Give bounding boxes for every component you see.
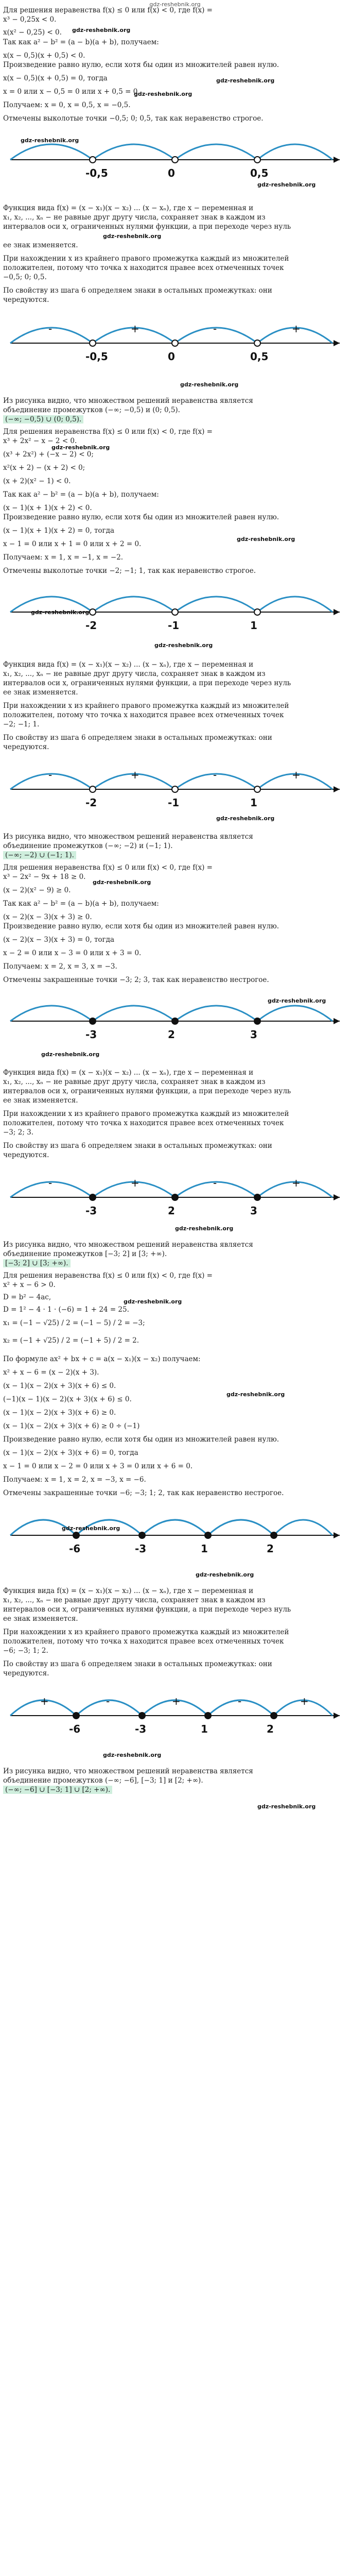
point-label: 3: [250, 1205, 257, 1217]
text-line: ее знак изменяется.: [3, 1615, 78, 1623]
text-line: (x + 2)(x² − 1) < 0.: [3, 477, 71, 485]
text-line: (x − 1)(x + 1)(x + 2) < 0.: [3, 504, 92, 512]
text-line: Из рисунка видно, что множеством решений неравенства является: [3, 397, 253, 405]
point-label: -1: [168, 619, 180, 632]
answer-highlight: (−∞; −2) ∪ (−1; 1).: [3, 851, 76, 859]
number-line-diagram: [0, 1499, 350, 1571]
open-point: [254, 157, 260, 163]
text-line: чередуются.: [3, 1669, 49, 1677]
text-line: x₁, x₂, ..., xₙ − не равные друг другу числа, сохраняет знак в каждом из: [3, 213, 266, 222]
text-line: x²(x + 2) − (x + 2) < 0;: [3, 464, 85, 472]
text-line: Из рисунка видно, что множеством решений неравенства является: [3, 1767, 253, 1775]
sign-arc: [10, 144, 93, 160]
text-line: (x − 2)(x − 3)(x + 3) ≥ 0.: [3, 913, 92, 921]
filled-point: [254, 1018, 260, 1024]
sign-arc: [175, 597, 257, 612]
axis-arrow: [334, 1713, 340, 1719]
number-line-diagram: [0, 1680, 350, 1752]
point-label: 0: [168, 350, 175, 363]
text-line: Получаем: x = 1, x = 2, x = −3, x = −6.: [3, 1476, 146, 1484]
interval-sign: +: [300, 1695, 309, 1707]
watermark: gdz-reshebnik.org: [62, 1525, 120, 1532]
number-line-diagram: [0, 753, 350, 825]
point-label: 1: [250, 796, 257, 809]
text-line: x₁, x₂, ..., xₙ − не равные друг другу числа, сохраняет знак в каждом из: [3, 1078, 266, 1086]
point-label: -6: [69, 1723, 81, 1735]
text-line: объединение промежутков (−∞; −0,5) и (0; 0,5).: [3, 406, 180, 414]
text-line: (−1)(x − 1)(x − 2)(x + 3)(x + 6) ≤ 0.: [3, 1395, 132, 1403]
text-line: По формуле ax² + bx + c = a(x − x₁)(x − x₂) получаем:: [3, 1355, 201, 1363]
watermark: gdz-reshebnik.org: [216, 815, 275, 822]
interval-sign: +: [172, 1695, 181, 1707]
text-line: Отмечены выколотые точки −0,5; 0; 0,5, так как неравенство строгое.: [3, 114, 264, 123]
number-line-svg: [0, 1680, 350, 1752]
point-label: 0,5: [250, 350, 269, 363]
text-line: (x³ + 2x²) + (−x − 2) < 0;: [3, 450, 94, 459]
interval-sign: -: [106, 1695, 110, 1707]
text-line: −2; −1; 1.: [3, 720, 40, 728]
text-line: Произведение равно нулю, если хотя бы один из множителей равен нулю.: [3, 61, 279, 69]
text-line: Произведение равно нулю, если хотя бы один из множителей равен нулю.: [3, 513, 279, 521]
watermark: gdz-reshebnik.org: [175, 1225, 234, 1232]
watermark: gdz-reshebnik.org: [31, 609, 90, 616]
point-label: -3: [135, 1723, 147, 1735]
sign-arc: [175, 1006, 257, 1021]
sign-arc: [257, 144, 332, 160]
text-line: D = b² − 4ac,: [3, 1293, 51, 1301]
watermark: gdz-reshebnik.org: [124, 1298, 182, 1305]
point-label: 1: [201, 1723, 208, 1735]
watermark: gdz-reshebnik.org: [103, 1752, 162, 1758]
text-line: Для решения неравенства f(x) ≤ 0 или f(x) < 0, где f(x) =: [3, 6, 213, 14]
text-line: x₂ = (−1 + √25) / 2 = (−1 + 5) / 2 = 2.: [3, 1336, 139, 1345]
watermark: gdz-reshebnik.org: [72, 27, 131, 33]
open-point: [172, 609, 178, 615]
text-line: По свойству из шага 6 определяем знаки в остальных промежутках: они: [3, 734, 272, 742]
text-line: интервалов оси x, ограниченных нулями функции, а при переходе через нуль: [3, 223, 291, 231]
filled-point: [271, 1532, 277, 1538]
open-point: [172, 340, 178, 346]
axis-arrow: [334, 1018, 340, 1024]
axis-arrow: [334, 1194, 340, 1200]
text-line: x − 2 = 0 или x − 3 = 0 или x + 3 = 0.: [3, 949, 142, 957]
text-line: положителен, потому что точка x находится правее всех отмеченных точек: [3, 711, 284, 719]
text-line: Для решения неравенства f(x) ≤ 0 или f(x) < 0, где f(x) =: [3, 863, 213, 872]
text-line: x³ − 2x² − 9x + 18 ≥ 0.: [3, 873, 86, 881]
text-line: ее знак изменяется.: [3, 1096, 78, 1105]
sign-arc: [93, 144, 175, 160]
text-line: положителен, потому что точка x находится правее всех отмеченных точек: [3, 264, 284, 272]
watermark: gdz-reshebnik.org: [41, 1051, 100, 1058]
watermark: gdz-reshebnik.org: [51, 444, 110, 451]
open-point: [254, 609, 260, 615]
text-line: x³ − 0,25x < 0.: [3, 15, 57, 24]
sign-arc: [274, 1520, 332, 1535]
text-line: (x − 1)(x − 2)(x + 3)(x + 6) ≥ 0.: [3, 1409, 116, 1417]
text-line: чередуются.: [3, 296, 49, 304]
interval-sign: -: [213, 323, 217, 335]
text-line: Отмечены закрашенные точки −6; −3; 1; 2, так как неравенство нестрогое.: [3, 1489, 284, 1497]
point-label: -3: [85, 1028, 97, 1041]
point-label: -2: [85, 619, 97, 632]
text-line: положителен, потому что точка x находится правее всех отмеченных точек: [3, 1119, 284, 1127]
watermark: gdz-reshebnik.org: [216, 77, 275, 84]
open-point: [90, 340, 96, 346]
axis-arrow: [334, 1532, 340, 1538]
filled-point: [271, 1713, 277, 1719]
filled-point: [73, 1713, 79, 1719]
point-label: 3: [250, 1028, 257, 1041]
interval-sign: +: [131, 1177, 139, 1189]
number-line-svg: [0, 985, 350, 1057]
number-line-svg: [0, 1499, 350, 1571]
interval-sign: -: [238, 1695, 242, 1707]
text-line: объединение промежутков (−∞; −6], [−3; 1] и [2; +∞).: [3, 1776, 203, 1785]
sign-arc: [208, 1520, 274, 1535]
text-line: При нахождении x из крайнего правого промежутка каждый из множителей: [3, 1110, 289, 1118]
text-line: (x − 2)(x² − 9) ≥ 0.: [3, 886, 71, 894]
text-line: x₁ = (−1 − √25) / 2 = (−1 − 5) / 2 = −3;: [3, 1319, 145, 1327]
text-line: По свойству из шага 6 определяем знаки в остальных промежутках: они: [3, 286, 272, 295]
number-line-svg: [0, 753, 350, 825]
text-line: (x − 2)(x − 3)(x + 3) = 0, тогда: [3, 936, 114, 944]
text-line: чередуются.: [3, 743, 49, 751]
text-line: объединение промежутков (−∞; −2) и (−1; 1).: [3, 842, 173, 850]
number-line-diagram: [0, 985, 350, 1057]
watermark: gdz-reshebnik.org: [93, 879, 151, 886]
point-label: -1: [168, 796, 180, 809]
sign-arc: [142, 1520, 208, 1535]
text-line: x³ + 2x² − x − 2 < 0.: [3, 437, 77, 445]
text-line: x(x − 0,5)(x + 0,5) = 0, тогда: [3, 74, 108, 82]
sign-arc: [10, 1006, 93, 1021]
text-line: Для решения неравенства f(x) ≤ 0 или f(x) < 0, где f(x) =: [3, 1272, 213, 1280]
text-line: Из рисунка видно, что множеством решений неравенства является: [3, 1241, 253, 1249]
text-line: (x − 1)(x + 1)(x + 2) = 0, тогда: [3, 527, 114, 535]
answer-line: [3, 851, 347, 860]
text-line: x − 1 = 0 или x − 2 = 0 или x + 3 = 0 или x + 6 = 0.: [3, 1462, 193, 1470]
watermark: gdz-reshebnik.org: [21, 137, 79, 144]
number-line-diagram: [0, 1161, 350, 1233]
point-label: 0,5: [250, 167, 269, 179]
interval-sign: -: [48, 1177, 52, 1189]
text-line: По свойству из шага 6 определяем знаки в остальных промежутках: они: [3, 1660, 272, 1668]
watermark: gdz-reshebnik.org: [268, 997, 326, 1004]
watermark: gdz-reshebnik.org: [196, 1571, 254, 1578]
watermark: gdz-reshebnik.org: [257, 181, 316, 188]
text-line: Так как a² − b² = (a − b)(a + b), получаем:: [3, 490, 159, 499]
watermark: gdz-reshebnik.org: [103, 233, 162, 240]
interval-sign: -: [213, 1177, 217, 1189]
open-point: [90, 609, 96, 615]
answer-line: [3, 1786, 347, 1794]
watermark: gdz-reshebnik.org: [257, 1803, 316, 1810]
point-label: 2: [168, 1205, 175, 1217]
text-line: Функция вида f(x) = (x − x₁)(x − x₂) ... (x − xₙ), где x − переменная и: [3, 1069, 254, 1077]
text-line: x² + x − 6 > 0.: [3, 1281, 56, 1289]
number-line-svg: [0, 307, 350, 379]
answer-highlight: (−∞; −6] ∪ [−3; 1] ∪ [2; +∞).: [3, 1786, 112, 1794]
text-line: Получаем: x = 1, x = −1, x = −2.: [3, 553, 124, 562]
text-line: x = 0 или x − 0,5 = 0 или x + 0,5 = 0.: [3, 88, 140, 96]
text-line: ее знак изменяется.: [3, 241, 78, 249]
interval-sign: +: [292, 1177, 301, 1189]
text-line: чередуются.: [3, 1151, 49, 1159]
point-label: -6: [69, 1543, 81, 1555]
point-label: 2: [267, 1543, 274, 1555]
open-point: [172, 786, 178, 792]
text-line: x² + x − 6 = (x − 2)(x + 3).: [3, 1368, 99, 1377]
text-line: Получаем: x = 0, x = 0,5, x = −0,5.: [3, 101, 131, 109]
text-line: Функция вида f(x) = (x − x₁)(x − x₂) ... (x − xₙ), где x − переменная и: [3, 204, 254, 212]
point-label: 1: [250, 619, 257, 632]
number-line-diagram: [0, 307, 350, 379]
site-header[interactable]: gdz-reshebnik.org: [149, 1, 201, 8]
text-line: Функция вида f(x) = (x − x₁)(x − x₂) ... (x − xₙ), где x − переменная и: [3, 660, 254, 669]
open-point: [90, 786, 96, 792]
text-line: −0,5; 0; 0,5.: [3, 273, 47, 281]
point-label: 2: [267, 1723, 274, 1735]
axis-arrow: [334, 609, 340, 615]
open-point: [254, 340, 260, 346]
text-line: (x − 1)(x − 2)(x + 3)(x + 6) ≥ 0 ÷ (−1): [3, 1422, 140, 1430]
text-line: При нахождении x из крайнего правого промежутка каждый из множителей: [3, 1628, 289, 1636]
filled-point: [254, 1194, 260, 1200]
text-line: Для решения неравенства f(x) ≤ 0 или f(x) < 0, где f(x) =: [3, 428, 213, 436]
point-label: -3: [135, 1543, 147, 1555]
filled-point: [90, 1018, 96, 1024]
text-line: (x − 1)(x − 2)(x + 3)(x + 6) = 0, тогда: [3, 1449, 138, 1457]
text-line: −6; −3; 1; 2.: [3, 1647, 48, 1655]
interval-sign: +: [40, 1695, 49, 1707]
text-line: интервалов оси x, ограниченных нулями функции, а при переходе через нуль: [3, 1605, 291, 1614]
interval-sign: +: [292, 769, 301, 781]
text-line: объединение промежутков [−3; 2] и [3; +∞).: [3, 1250, 167, 1258]
text-line: положителен, потому что точка x находится правее всех отмеченных точек: [3, 1637, 284, 1646]
text-line: интервалов оси x, ограниченных нулями функции, а при переходе через нуль: [3, 1087, 291, 1095]
text-line: x₁, x₂, ..., xₙ − не равные друг другу числа, сохраняет знак в каждом из: [3, 670, 266, 678]
point-label: 1: [201, 1543, 208, 1555]
number-line-svg: [0, 1161, 350, 1233]
text-line: x − 1 = 0 или x + 1 = 0 или x + 2 = 0.: [3, 540, 142, 548]
text-line: Отмечены выколотые точки −2; −1; 1, так как неравенство строгое.: [3, 567, 256, 575]
text-line: Произведение равно нулю, если хотя бы один из множителей равен нулю.: [3, 922, 279, 930]
open-point: [90, 157, 96, 163]
sign-arc: [257, 1006, 332, 1021]
text-line: ее знак изменяется.: [3, 688, 78, 697]
filled-point: [205, 1713, 211, 1719]
axis-arrow: [334, 786, 340, 792]
open-point: [172, 157, 178, 163]
text-line: x(x² − 0,25) < 0.: [3, 28, 62, 37]
point-label: -3: [85, 1205, 97, 1217]
watermark: gdz-reshebnik.org: [134, 91, 192, 97]
point-label: 2: [168, 1028, 175, 1041]
interval-sign: +: [292, 323, 301, 335]
point-label: -0,5: [85, 167, 108, 179]
filled-point: [139, 1713, 145, 1719]
interval-sign: +: [131, 769, 139, 781]
interval-sign: -: [48, 323, 52, 335]
text-line: Так как a² − b² = (a − b)(a + b), получаем:: [3, 38, 159, 46]
text-line: D = 1² − 4 · 1 · (−6) = 1 + 24 = 25.: [3, 1306, 129, 1314]
interval-sign: -: [48, 769, 52, 781]
interval-sign: -: [213, 769, 217, 781]
filled-point: [205, 1532, 211, 1538]
point-label: -2: [85, 796, 97, 809]
filled-point: [172, 1194, 178, 1200]
filled-point: [139, 1532, 145, 1538]
text-line: интервалов оси x, ограниченных нулями функции, а при переходе через нуль: [3, 679, 291, 687]
text-line: Так как a² − b² = (a − b)(a + b), получаем:: [3, 900, 159, 908]
open-point: [254, 786, 260, 792]
text-line: Получаем: x = 2, x = 3, x = −3.: [3, 962, 117, 971]
text-line: Из рисунка видно, что множеством решений неравенства является: [3, 833, 253, 841]
text-line: (x − 1)(x − 2)(x + 3)(x + 6) ≤ 0.: [3, 1382, 116, 1390]
text-line: По свойству из шага 6 определяем знаки в остальных промежутках: они: [3, 1142, 272, 1150]
interval-sign: +: [131, 323, 139, 335]
watermark: gdz-reshebnik.org: [226, 1391, 285, 1398]
text-line: x(x − 0,5)(x + 0,5) < 0.: [3, 52, 85, 60]
text-line: x₁, x₂, ..., xₙ − не равные друг другу числа, сохраняет знак в каждом из: [3, 1596, 266, 1604]
watermark: gdz-reshebnik.org: [180, 381, 239, 388]
filled-point: [90, 1194, 96, 1200]
text-line: Отмечены закрашенные точки −3; 2; 3, так как неравенство нестрогое.: [3, 976, 269, 984]
sign-arc: [93, 1006, 175, 1021]
answer-line: [3, 415, 347, 424]
filled-point: [73, 1532, 79, 1538]
answer-highlight: (−∞; −0,5) ∪ (0; 0,5).: [3, 415, 83, 423]
point-label: 0: [168, 167, 175, 179]
text-line: Функция вида f(x) = (x − x₁)(x − x₂) ... (x − xₙ), где x − переменная и: [3, 1587, 254, 1595]
answer-line: [3, 1259, 347, 1268]
watermark: gdz-reshebnik.org: [154, 642, 213, 649]
point-label: -0,5: [85, 350, 108, 363]
axis-arrow: [334, 157, 340, 163]
text-line: Произведение равно нулю, если хотя бы один из множителей равен нулю.: [3, 1435, 279, 1444]
watermark: gdz-reshebnik.org: [237, 536, 295, 543]
text-line: −3; 2; 3.: [3, 1128, 34, 1137]
axis-arrow: [334, 340, 340, 346]
sign-arc: [175, 144, 257, 160]
text-line: При нахождении x из крайнего правого промежутка каждый из множителей: [3, 255, 289, 263]
text-line: При нахождении x из крайнего правого промежутка каждый из множителей: [3, 702, 289, 710]
filled-point: [172, 1018, 178, 1024]
sign-arc: [93, 597, 175, 612]
sign-arc: [257, 597, 332, 612]
answer-highlight: [−3; 2] ∪ [3; +∞).: [3, 1259, 71, 1267]
